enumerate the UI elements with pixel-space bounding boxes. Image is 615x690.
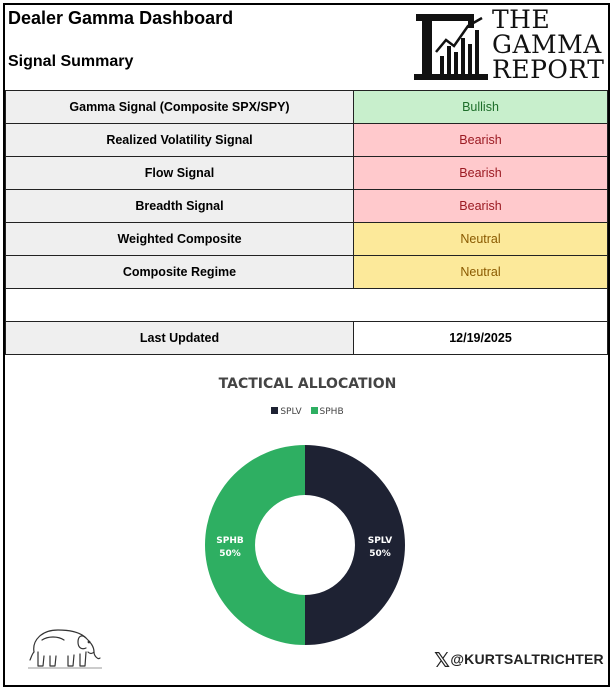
signal-value: Bearish <box>354 124 608 157</box>
gamma-logo-icon <box>412 8 490 84</box>
legend-item-sphb <box>311 407 344 417</box>
logo-wordmark <box>492 5 605 84</box>
table-row <box>6 157 608 190</box>
signal-label: Flow Signal <box>6 157 354 190</box>
logo-line: GAMMA <box>492 30 602 59</box>
signal-value: Bullish <box>354 91 608 124</box>
table-row <box>6 91 608 124</box>
blank-cell <box>6 289 608 322</box>
signal-value: Bearish <box>354 157 608 190</box>
section-subtitle: Signal Summary <box>8 53 134 70</box>
table-row <box>6 223 608 256</box>
slice-value-label: 50% <box>219 549 241 559</box>
table-row <box>6 124 608 157</box>
signal-label: Gamma Signal (Composite SPX/SPY) <box>6 91 354 124</box>
x-logo-icon: 𝕏 <box>434 648 451 672</box>
social-handle[interactable] <box>434 648 604 672</box>
chart-legend <box>0 407 615 417</box>
slice-value-label: 50% <box>369 549 391 559</box>
signal-value: Bearish <box>354 190 608 223</box>
signal-value: Neutral <box>354 223 608 256</box>
legend-swatch <box>271 407 278 414</box>
gamma-report-logo <box>412 5 605 86</box>
logo-line: THE <box>492 5 551 34</box>
legend-label: SPHB <box>319 407 344 417</box>
legend-item-splv <box>271 407 301 417</box>
signal-label: Composite Regime <box>6 256 354 289</box>
chart-title: TACTICAL ALLOCATION <box>218 376 397 392</box>
spacer-row <box>6 289 608 322</box>
table-row <box>6 190 608 223</box>
signal-label: Realized Volatility Signal <box>6 124 354 157</box>
allocation-donut-chart <box>200 440 410 650</box>
slice-name-label: SPLV <box>367 536 393 546</box>
signal-label: Breadth Signal <box>6 190 354 223</box>
table-row <box>6 322 608 355</box>
signal-table <box>5 90 608 355</box>
table-row <box>6 256 608 289</box>
signal-value: Neutral <box>354 256 608 289</box>
last-updated-label: Last Updated <box>6 322 354 355</box>
logo-line: REPORT <box>492 55 605 84</box>
handle-text: @KURTSALTRICHTER <box>450 651 604 667</box>
slice-name-label: SPHB <box>216 536 244 546</box>
elephant-icon <box>28 622 102 670</box>
last-updated-value: 12/19/2025 <box>354 322 608 355</box>
page-title: Dealer Gamma Dashboard <box>8 8 234 28</box>
legend-label: SPLV <box>280 407 302 417</box>
signal-label: Weighted Composite <box>6 223 354 256</box>
legend-swatch <box>311 407 318 414</box>
